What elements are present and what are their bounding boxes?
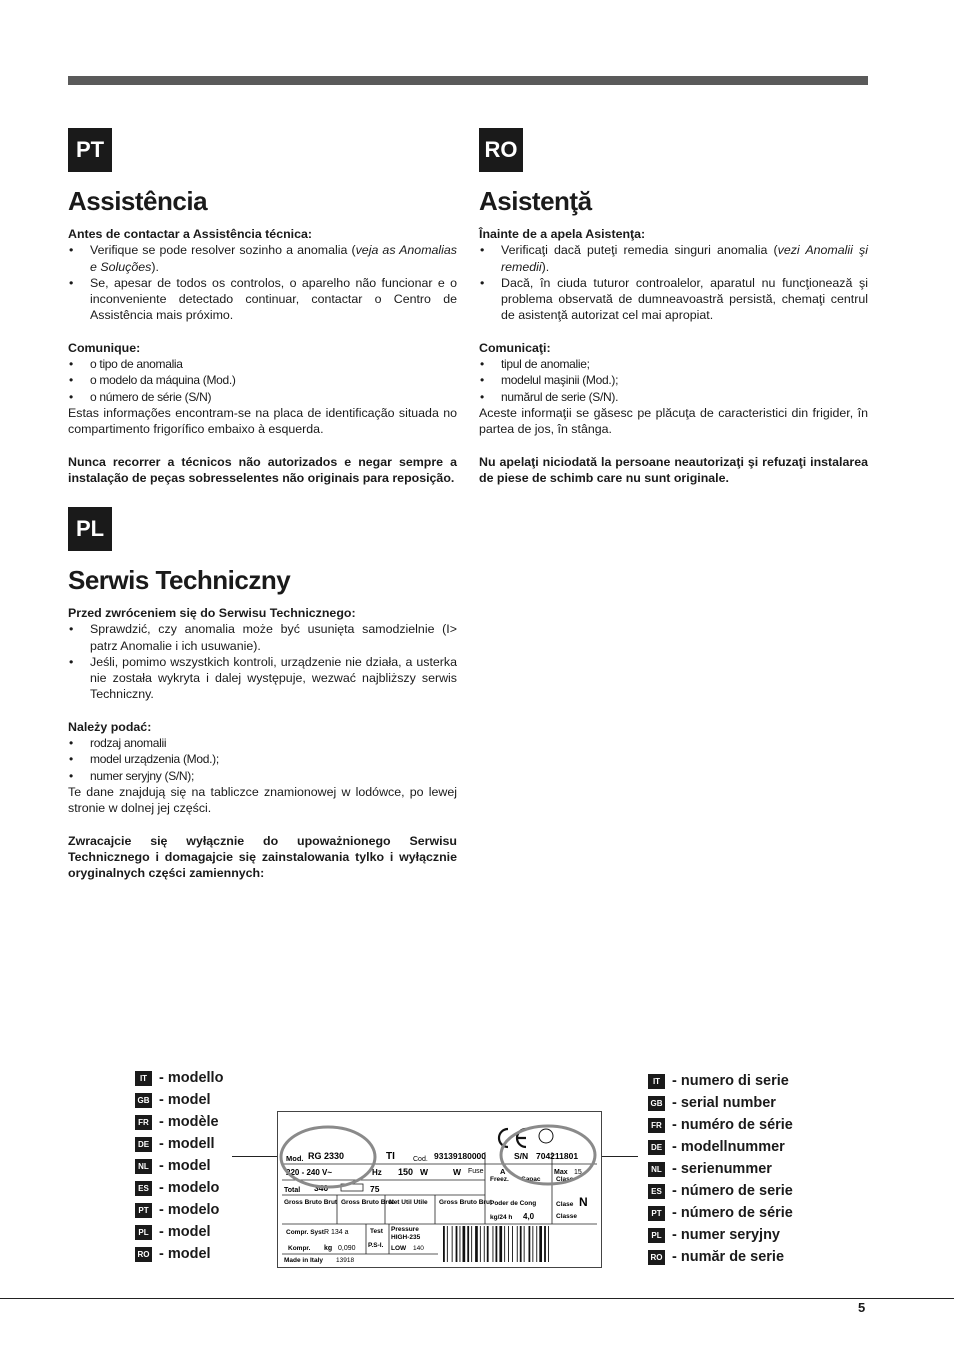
- plate-sn-value: 704211801: [536, 1151, 579, 1161]
- intro-pl: Przed zwróceniem się do Serwisu Technicznego:: [68, 606, 356, 620]
- barcode-bar: [447, 1226, 448, 1262]
- leader-line-serial: [600, 1156, 638, 1157]
- list-item: • tipul de anomalie;: [479, 356, 868, 372]
- plate-mod-value: RG 2330: [308, 1151, 345, 1161]
- list-item: • o tipo de anomalia: [68, 356, 457, 372]
- label-row: FR - numéro de série: [648, 1114, 793, 1136]
- plate-low: LOW: [391, 1245, 407, 1252]
- intro-pt: Antes de contactar a Assistência técnica:: [68, 227, 313, 241]
- plate-pressure: Pressure: [391, 1226, 419, 1233]
- label-row: FR - modèle: [135, 1111, 223, 1133]
- warning-ro: Nu apelaţi niciodată la persoane neautorizaţi şi refuzaţi instalarea de piese de schimb care nu sunt originale.: [479, 454, 868, 485]
- badge-pl: PL: [68, 507, 112, 551]
- barcode-bar: [475, 1226, 478, 1262]
- list-item: • Verificaţi dacă puteţi remedia singuri anomalia (vezi Anomalii şi remedii).: [479, 242, 868, 275]
- plate-max-val: 15: [574, 1169, 582, 1176]
- list-pl: [68, 621, 457, 702]
- barcode-bar: [496, 1226, 498, 1262]
- list-ro: [479, 242, 868, 323]
- plate-w: W: [420, 1167, 429, 1177]
- plate-net: Net Util Utile: [389, 1199, 428, 1206]
- barcode-bar: [471, 1226, 472, 1262]
- warning-pl: Zwracajcie się wyłącznie do upoważnionego Serwisu Technicznego i domagajcie się zainstalowania tylko i wyłącznie oryginalnych części zamiennych:: [68, 833, 457, 881]
- list-item: • Sprawdzić, czy anomalia może być usunięta samodzielnie (I> patrz Anomalie i ich usuwanie).: [68, 621, 457, 654]
- list-item: • numer seryjny (S/N);: [68, 768, 457, 784]
- plate-voltage: 220 - 240 V~: [286, 1168, 333, 1177]
- list-item: • Verifique se pode resolver sozinho a anomalia (veja as Anomalias e Soluções).: [68, 242, 457, 275]
- info-pt: Estas informações encontram-se na placa de identificação situada no compartimento frigorífico embaixo à esquerda.: [68, 405, 457, 437]
- rating-plate-drawing: [278, 1112, 601, 1267]
- approval-mark-icon: [539, 1129, 553, 1143]
- title-pl: Serwis Techniczny: [68, 565, 291, 595]
- top-rule: [68, 76, 868, 85]
- plate-kg24: kg/24 h: [490, 1214, 513, 1221]
- plate-clase-val: N: [579, 1195, 588, 1209]
- list-pt: [68, 242, 457, 323]
- footer-rule: [0, 1298, 954, 1299]
- label-row: NL - model: [135, 1155, 223, 1177]
- flag-icon: GB: [648, 1096, 665, 1111]
- barcode-bar: [529, 1226, 531, 1262]
- page-number: 5: [858, 1300, 866, 1315]
- barcode-bar: [539, 1226, 542, 1262]
- label-row: RO - număr de serie: [648, 1246, 793, 1268]
- plate-kg-val: 0,090: [338, 1245, 356, 1252]
- barcode-icon: [443, 1226, 549, 1262]
- barcode-bar: [517, 1226, 518, 1262]
- flag-icon: IT: [135, 1071, 152, 1086]
- plate-made: Made in Italy: [284, 1257, 324, 1264]
- barcode-bar: [536, 1226, 537, 1262]
- plate-w2: W: [453, 1167, 462, 1177]
- plate-total-val: 340: [314, 1183, 329, 1193]
- list-item: • Dacă, în ciuda tuturor controalelor, aparatul nu funcţionează şi problema observată de dumneavoastră persistă, chemaţi centrul de asistenţă autorizat cel mai apropiat.: [479, 275, 868, 324]
- label-row: IT - numero di serie: [648, 1070, 793, 1092]
- plate-kg24-val: 4,0: [523, 1212, 535, 1221]
- plate-gross2: Gross Bruto Brut: [341, 1199, 395, 1206]
- plate-total: Total: [284, 1187, 301, 1194]
- rating-plate: [277, 1111, 602, 1268]
- flag-icon: ES: [135, 1181, 152, 1196]
- plate-max: Max: [554, 1169, 568, 1176]
- plate-hz: Hz: [372, 1168, 382, 1177]
- flag-icon: PL: [648, 1228, 665, 1243]
- flag-icon: NL: [135, 1159, 152, 1174]
- flag-icon: DE: [135, 1137, 152, 1152]
- label-row: PL - model: [135, 1221, 223, 1243]
- plate-r134: R 134 a: [324, 1229, 349, 1236]
- plate-poder: Poder de Cong: [490, 1200, 537, 1207]
- plate-classe: Classe: [556, 1213, 577, 1220]
- barcode-bar: [484, 1226, 485, 1262]
- comm-list-ro: [479, 356, 868, 405]
- plate-kompr: Kompr.: [288, 1245, 311, 1252]
- label-row: RO - model: [135, 1243, 223, 1265]
- plate-kg: kg: [324, 1245, 333, 1252]
- list-item: • Se, apesar de todos os controlos, o aparelho não funcionar e o inconveniente detectado continuar, contactar o Centro de Assistência mais próximo.: [68, 275, 457, 324]
- comm-list-pl: [68, 735, 457, 784]
- plate-a: A: [500, 1167, 506, 1176]
- flag-icon: GB: [135, 1093, 152, 1108]
- info-pl: Te dane znajdują się na tabliczce znamionowej w lodówce, po lewej stronie w dolnej jej części.: [68, 784, 457, 816]
- comm-title-pt: Comunique:: [68, 340, 141, 355]
- plate-sn-label: S/N: [514, 1151, 529, 1161]
- plate-freez: Freez.: [490, 1176, 509, 1183]
- flag-icon: PT: [648, 1206, 665, 1221]
- comm-title-pl: Należy podać:: [68, 719, 152, 734]
- label-row: DE - modell: [135, 1133, 223, 1155]
- plate-gross1: Gross Bruto Brut: [284, 1199, 338, 1206]
- list-item: • o modelo da máquina (Mod.): [68, 372, 457, 388]
- list-item: • rodzaj anomalii: [68, 735, 457, 751]
- list-item: • modelul maşinii (Mod.);: [479, 372, 868, 388]
- intro-ro: Înainte de a apela Asistenţa:: [479, 227, 646, 241]
- leader-line-model: [232, 1156, 277, 1157]
- plate-low-val: 140: [413, 1245, 424, 1252]
- plate-clase: Clase: [556, 1201, 574, 1208]
- barcode-bar: [524, 1226, 525, 1262]
- plate-cod-value: 93139180000: [434, 1151, 487, 1161]
- info-ro: Aceste informaţii se găsesc pe plăcuţa de caracteristici din frigider, în partea de jos, în stânga.: [479, 405, 868, 437]
- barcode-bar: [487, 1226, 489, 1262]
- warning-pt: Nunca recorrer a técnicos não autorizados e negar sempre a instalação de peças sobresselentes não originais para reposição.: [68, 454, 457, 485]
- section-ro: [479, 128, 868, 486]
- model-labels: [135, 1067, 223, 1265]
- list-item: • model urządzenia (Mod.);: [68, 751, 457, 767]
- list-item: • Jeśli, pomimo wszystkich kontroli, urządzenie nie działa, a usterka nie została wykryta i dalej występuje, wezwać najbliższy serwis Techniczny.: [68, 654, 457, 703]
- list-item: • numărul de serie (S/N).: [479, 389, 868, 405]
- badge-pt: PT: [68, 128, 112, 172]
- plate-test: Test: [370, 1228, 383, 1235]
- label-row: IT - modello: [135, 1067, 223, 1089]
- barcode-bar: [443, 1226, 445, 1262]
- label-row: NL - serienummer: [648, 1158, 793, 1180]
- barcode-bar: [493, 1226, 494, 1262]
- label-row: PT - número de série: [648, 1202, 793, 1224]
- serial-labels: [648, 1070, 793, 1268]
- barcode-bar: [460, 1226, 461, 1262]
- barcode-bar: [548, 1226, 549, 1262]
- section-pt: [68, 128, 457, 486]
- barcode-bar: [452, 1226, 453, 1262]
- barcode-bar: [544, 1226, 546, 1262]
- label-row: ES - modelo: [135, 1177, 223, 1199]
- flag-icon: IT: [648, 1074, 665, 1089]
- barcode-bar: [520, 1226, 522, 1262]
- barcode-bar: [480, 1226, 481, 1262]
- section-pl: [68, 507, 457, 881]
- label-row: PT - modelo: [135, 1199, 223, 1221]
- label-row: GB - serial number: [648, 1092, 793, 1114]
- barcode-bar: [499, 1226, 502, 1262]
- label-row: GB - model: [135, 1089, 223, 1111]
- plate-mod-label: Mod.: [286, 1154, 304, 1163]
- plate-made-code: 13918: [336, 1257, 355, 1264]
- plate-fuse: Fuse: [468, 1168, 484, 1175]
- label-row: ES - número de serie: [648, 1180, 793, 1202]
- plate-capac: Capac: [521, 1176, 541, 1183]
- list-item: • o número de série (S/N): [68, 389, 457, 405]
- label-row: PL - numer seryjny: [648, 1224, 793, 1246]
- title-pt: Assistência: [68, 186, 208, 216]
- comm-list-pt: [68, 356, 457, 405]
- flag-icon: FR: [648, 1118, 665, 1133]
- label-row: DE - modellnummer: [648, 1136, 793, 1158]
- flag-icon: FR: [135, 1115, 152, 1130]
- plate-compr: Compr. Syst.: [286, 1229, 326, 1236]
- flag-icon: NL: [648, 1162, 665, 1177]
- barcode-bar: [504, 1226, 505, 1262]
- plate-class: Class: [556, 1176, 574, 1183]
- plate-ti: TI: [386, 1151, 395, 1162]
- flag-icon: DE: [648, 1140, 665, 1155]
- comm-title-ro: Comunicaţi:: [479, 340, 551, 355]
- barcode-bar: [512, 1226, 513, 1262]
- plate-cod-label: Cod.: [413, 1156, 428, 1163]
- plate-high: HIGH-235: [391, 1234, 421, 1241]
- flag-icon: ES: [648, 1184, 665, 1199]
- flag-icon: PT: [135, 1203, 152, 1218]
- barcode-bar: [467, 1226, 469, 1262]
- flag-icon: PL: [135, 1225, 152, 1240]
- barcode-bar: [456, 1226, 458, 1262]
- plate-psig: P.S-I.: [368, 1242, 384, 1249]
- barcode-bar: [532, 1226, 533, 1262]
- barcode-bar: [508, 1226, 509, 1262]
- badge-ro: RO: [479, 128, 523, 172]
- plate-stars-val: 75: [370, 1184, 380, 1194]
- plate-gross3: Gross Bruto Brut: [439, 1199, 493, 1206]
- barcode-bar: [463, 1226, 466, 1262]
- title-ro: Asistenţă: [479, 186, 592, 216]
- flag-icon: RO: [648, 1250, 665, 1265]
- plate-watts: 150: [398, 1167, 414, 1177]
- flag-icon: RO: [135, 1247, 152, 1262]
